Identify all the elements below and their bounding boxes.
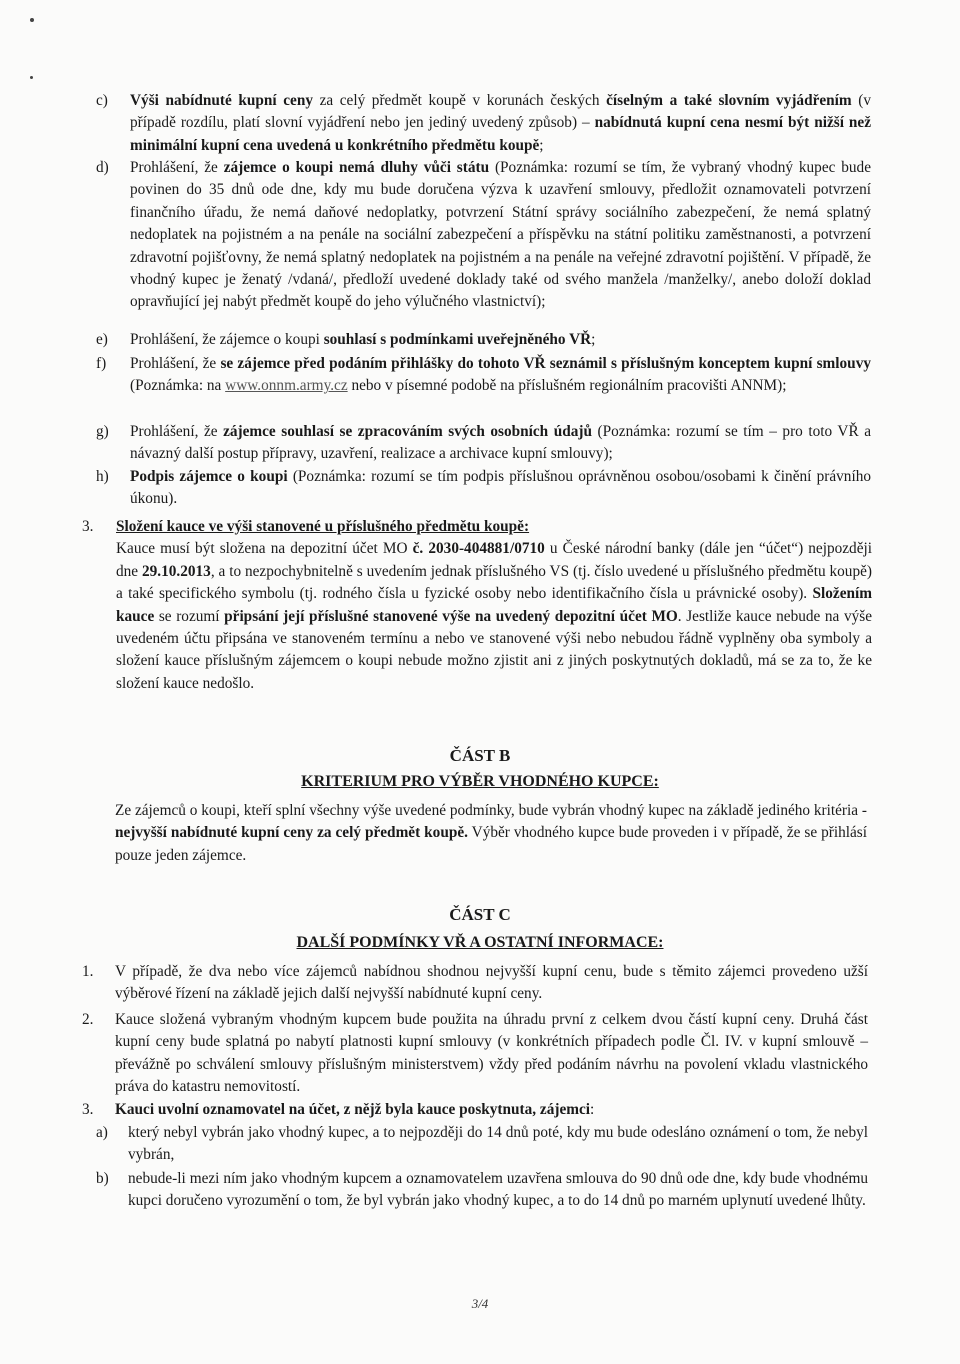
bold-text-run: připsání její příslušné stanovené výše na uvedený depozitní účet MO [224, 607, 678, 625]
text-run: se rozumí [154, 607, 225, 625]
text-run: ; [591, 331, 596, 348]
text-run: Ze zájemců o koupi, kteří splní všechny výše uvedené podmínky, bude vybrán vhodný kupec na základě jediného kritéria - [115, 802, 867, 819]
part-c-title: ČÁST C [449, 905, 511, 924]
section-text [116, 538, 872, 695]
item-text [128, 1168, 868, 1213]
bold-text-run: 29.10.2013 [141, 562, 211, 580]
section-marker: 3. [82, 518, 94, 535]
list-item-h [96, 466, 871, 511]
text-run: (Poznámka: rozumí se tím – pro toto VŘ a návazný další postup přípravy, uzavření, realizace a archivace kupní smlouvy); [130, 423, 871, 463]
text-run: nebude-li mezi ním jako vhodným kupcem a oznamovatelem uzavřena smlouva do 90 dnů ode dne, kdy bude vhodnému kupci doručeno vyrozumění o tom, že byl vybrán jako vhodný kupec, a to do 14 dnů po marném uplynutí uvedené lhůty. [128, 1170, 868, 1210]
part-b-text [115, 800, 867, 867]
list-item-g [96, 421, 871, 466]
bold-text-run: souhlasí s podmínkami uveřejněného VŘ [323, 331, 592, 348]
text-run: (Poznámka: na [130, 377, 226, 395]
bold-text-run: číselným a také slovním vyjádřením [606, 92, 852, 109]
item-text [115, 1009, 868, 1099]
part-c-item-3 [82, 1099, 868, 1121]
text-run: : [590, 1101, 595, 1118]
bold-text-run: Složením kauce [116, 585, 872, 625]
item-marker: c) [96, 92, 108, 109]
bold-text-run: č. 2030-404881/0710 [412, 540, 545, 558]
text-run: , a to nezpochybnitelně s uvedením jednak příslušného VS (tj. číslo uvedené u příslušného předmětu koupě) a také specifického symbolu (tj. rodného čísla u fyzické osoby nebo identifikačního čísla u právnické osoby). [116, 562, 872, 603]
bold-text-run: se zájemce před podáním přihlášky do tohoto VŘ seznámil s příslušným konceptem kupní smlouvy [220, 355, 871, 372]
text-run: . Jestliže kauce nebude na výše uvedeném účtu připsána ve stanoveném termínu a nebo ve stanovené výši nebo nebudou řádně vyplněny oba symboly a složení kauce příslušným zájemcem o koupi nebude možno zjistit ani z jiných poskytnutých dokladů, má se za to, že ke složení kauce nedošlo. [116, 607, 872, 692]
page-number: 3/4 [471, 1296, 489, 1311]
part-c-subtitle: DALŠÍ PODMÍNKY VŘ A OSTATNÍ INFORMACE: [296, 934, 664, 951]
bold-text-run: Podpis zájemce o koupi [130, 468, 288, 485]
part-c-item-1 [82, 961, 868, 1006]
part-c-item-2 [82, 1009, 868, 1099]
item-marker: b) [96, 1170, 109, 1187]
bold-text-run: zájemce o koupi nemá dluhy vůči státu [223, 159, 490, 176]
item-text [115, 1099, 868, 1121]
text-run: (Poznámka: rozumí se tím podpis příslušnou oprávněnou osobou/osobami k činění právního úkonu). [130, 468, 871, 508]
bold-text-run: Výši [130, 92, 166, 109]
part-b-subtitle: KRITERIUM PRO VÝBĚR VHODNÉHO KUPCE: [301, 773, 659, 790]
item-marker: g) [96, 423, 109, 440]
part-c-subitem-b [96, 1168, 868, 1213]
item-text [130, 329, 871, 351]
text-run: Prohlášení, že zájemce o koupi [130, 331, 324, 348]
text-run: Prohlášení, že [130, 355, 221, 372]
item-marker: d) [96, 159, 109, 176]
text-run: nebo v písemné podobě na příslušném regionálním pracovišti ANNM); [347, 377, 787, 395]
item-marker: 2. [82, 1011, 94, 1028]
part-b-title: ČÁST B [449, 746, 511, 765]
section-heading: Složení kauce ve výši stanovené u příslušného předmětu koupě: [116, 518, 530, 535]
item-marker: a) [96, 1124, 108, 1141]
scan-speck [30, 18, 34, 22]
item-text [130, 353, 871, 398]
bold-text-run: Kauci uvolní oznamovatel na účet, z nějž byla kauce poskytnuta, zájemci [115, 1101, 591, 1118]
text-run: Výběr vhodného kupce bude proveden i v případě, že se přihlásí pouze jeden zájemce. [115, 824, 867, 864]
part-c-subitem-a [96, 1122, 868, 1167]
text-run: (v případě rozdílu, platí slovní vyjádření nebo jen jediný uvedený způsob) – [130, 92, 871, 132]
item-text [130, 157, 871, 314]
item-marker: 1. [82, 963, 94, 980]
item-text [130, 90, 871, 157]
item-text [130, 466, 871, 511]
list-item-d [96, 157, 871, 314]
section-deposit [82, 516, 872, 695]
item-marker: h) [96, 468, 109, 485]
text-run: (Poznámka: rozumí se tím, že vybraný vhodný kupec bude povinen do 35 dnů ode dne, kdy mu bude doručena výzva k uzavření smlouvy, předložit oznamovateli potvrzení finančního úřadu, že nemá daňové nedoplatky, potvrzení Státní správy sociálního zabezpečení, že nemá splatný nedoplatek na pojistném a na penále na sociální zabezpečení a příspěvku na státní politiku zaměstnanosti, a potvrzení zdravotní pojišťovny, že nemá splatný nedoplatek na pojistném a na penále na veřejné zdravotní pojištění. V případě, že vhodný kupec je ženatý /vdaná/, předloží uvedené doklady také od svého manžela /manželky/, anebo doloží doklad opravňující jej nabýt předmět koupě do jeho výlučného vlastnictví); [130, 159, 871, 311]
bold-text-run: zájemce souhlasí se zpracováním svých osobních údajů [223, 423, 592, 440]
text-run: který nebyl vybrán jako vhodný kupec, a to nejpozději do 14 dnů poté, kdy mu bude odesláno oznámení o tom, že nebyl vybrán, [128, 1124, 868, 1164]
text-run: Prohlášení, že [130, 423, 224, 440]
text-run: u České národní banky (dále jen “účet“) nejpozději dne [116, 540, 872, 580]
item-marker: 3. [82, 1101, 94, 1118]
bold-text-run: nabídnutá kupní cena nesmí být nižší než minimální kupní cena uvedená u konkrétního předmětu koupě [130, 114, 871, 154]
text-run: V případě, že dva nebo více zájemců nabídnou shodnou nejvyšší kupní cenu, bude s těmito zájemci provedeno užší výběrové řízení na základě jejich další nejvyšší nabídnuté kupní ceny. [115, 963, 868, 1003]
text-run: Prohlášení, že [130, 159, 224, 176]
item-marker: f) [96, 355, 107, 372]
item-text [128, 1122, 868, 1167]
bold-text-run: nabídnuté kupní ceny [165, 92, 313, 109]
bold-text-run: nejvyšší nabídnuté kupní ceny za celý předmět koupě. [115, 824, 468, 842]
text-run: za celý předmět koupě v korunách českých [313, 92, 607, 109]
text-run: ; [539, 136, 544, 154]
item-marker: e) [96, 331, 108, 348]
text-run: Kauce musí být složena na depozitní účet MO [116, 540, 413, 558]
list-item-c [96, 90, 871, 157]
item-text [115, 961, 868, 1006]
scan-speck [30, 76, 33, 79]
text-run: Kauce složená vybraným vhodným kupcem bude použita na úhradu první z celkem dvou částí kupní ceny. Druhá část kupní ceny bude splatná po nabytí platnosti kupní smlouvy (v konkrétních případech podle Čl. IV. v kupní smlouvě – převážně po schválení smlouvy příslušným ministerstvem) vždy před podáním návrhu na povolení vkladu vlastnického práva do katastru nemovitostí. [115, 1011, 868, 1096]
item-text [130, 421, 871, 466]
list-item-f [96, 353, 871, 398]
web-link[interactable]: www.onnm.army.cz [225, 377, 348, 395]
list-item-e [96, 329, 871, 351]
